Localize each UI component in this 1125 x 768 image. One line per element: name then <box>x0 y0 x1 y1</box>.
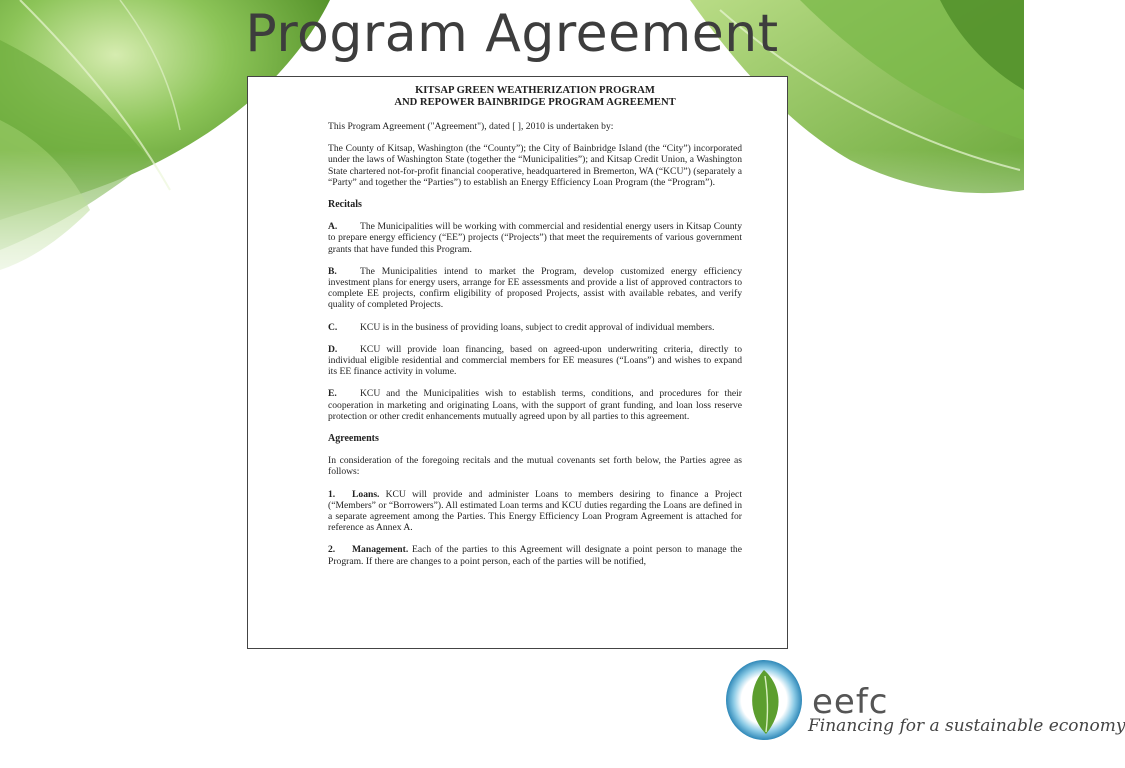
agreements-heading: Agreements <box>328 433 379 445</box>
recital-b <box>328 266 742 311</box>
recital-a <box>328 221 742 255</box>
agreement-item-2 <box>328 544 742 566</box>
document-heading-line1: KITSAP GREEN WEATHERIZATION PROGRAM <box>415 85 655 96</box>
logo-tagline: Financing for a sustainable economy <box>808 716 1125 736</box>
recital-text: KCU will provide loan financing, based on agreed-upon underwriting criteria, directly to individual eligible residential and commercial members for EE measures (“Loans”) and wishes to expand its EE finance activity in volume. <box>328 343 742 378</box>
recital-text: The Municipalities intend to market the Program, develop customized energy efficiency investment plans for energy users, arrange for EE assessments and provide a list of approved contractors to complete EE projects, confirm eligibility of proposed Projects, assist with available rebates, and verify quality of completed Projects. <box>328 265 742 311</box>
recital-label: B. <box>328 265 337 277</box>
recital-label: E. <box>328 388 337 400</box>
recitals-heading: Recitals <box>328 199 362 211</box>
item-title: Loans. <box>352 488 380 500</box>
recital-label: D. <box>328 343 338 355</box>
recital-text: KCU is in the business of providing loans, subject to credit approval of individual members. <box>360 321 715 333</box>
item-title: Management. <box>352 544 409 556</box>
agreements-intro: In consideration of the foregoing recitals and the mutual covenants set forth below, the Parties agree as follows: <box>328 455 742 478</box>
parties-paragraph: The County of Kitsap, Washington (the “County”); the City of Bainbridge Island (the “City”) incorporated under the laws of Washington State (together the “Municipalities”); and Kitsap Credit Union, a Washington State chartered not-for-profit financial cooperative, headquartered in Bremerton, WA (“KCU”) (separately a “Party” and together the “Parties”) to establish an Energy Efficiency Loan Program (the “Program”). <box>328 143 742 188</box>
document-heading-line2: AND REPOWER BAINBRIDGE PROGRAM AGREEMENT <box>394 97 676 108</box>
document-body <box>328 85 742 578</box>
recital-text: KCU and the Municipalities wish to establish terms, conditions, and procedures for their cooperation in marketing and originating Loans, with the support of grant funding, and loan loss reserve protection or other credit enhancements mutually agreed upon by all parties to this agreement. <box>328 388 742 422</box>
slide-title: Program Agreement <box>245 4 779 64</box>
logo-wordmark: eefc <box>812 682 889 722</box>
agreement-item-1 <box>328 489 742 534</box>
recital-text: The Municipalities will be working with commercial and residential energy users in Kitsap County to prepare energy efficiency (“EE”) projects (“Projects”) that meet the requirements of various government grants that have funded this Program. <box>328 221 742 255</box>
agreement-document <box>247 76 788 649</box>
item-number: 1. <box>328 488 336 500</box>
item-text: Each of the parties to this Agreement will designate a point person to manage the Program. If there are changes to a point person, each of the parties will be notified, <box>328 544 742 567</box>
recital-e <box>328 388 742 422</box>
item-number: 2. <box>328 544 336 556</box>
item-text: KCU will provide and administer Loans to members desiring to finance a Project (“Members” or “Borrowers”). All estimated Loan terms and KCU duties regarding the Loans are defined in a separate agreement among the Parties. This Energy Efficiency Loan Program Agreement is attached for reference as Annex A. <box>328 488 742 534</box>
recital-label: C. <box>328 321 338 333</box>
recital-c <box>328 322 742 333</box>
recital-label: A. <box>328 221 338 233</box>
recital-d <box>328 344 742 378</box>
intro-paragraph: This Program Agreement ("Agreement"), dated [ ], 2010 is undertaken by: <box>328 121 614 132</box>
